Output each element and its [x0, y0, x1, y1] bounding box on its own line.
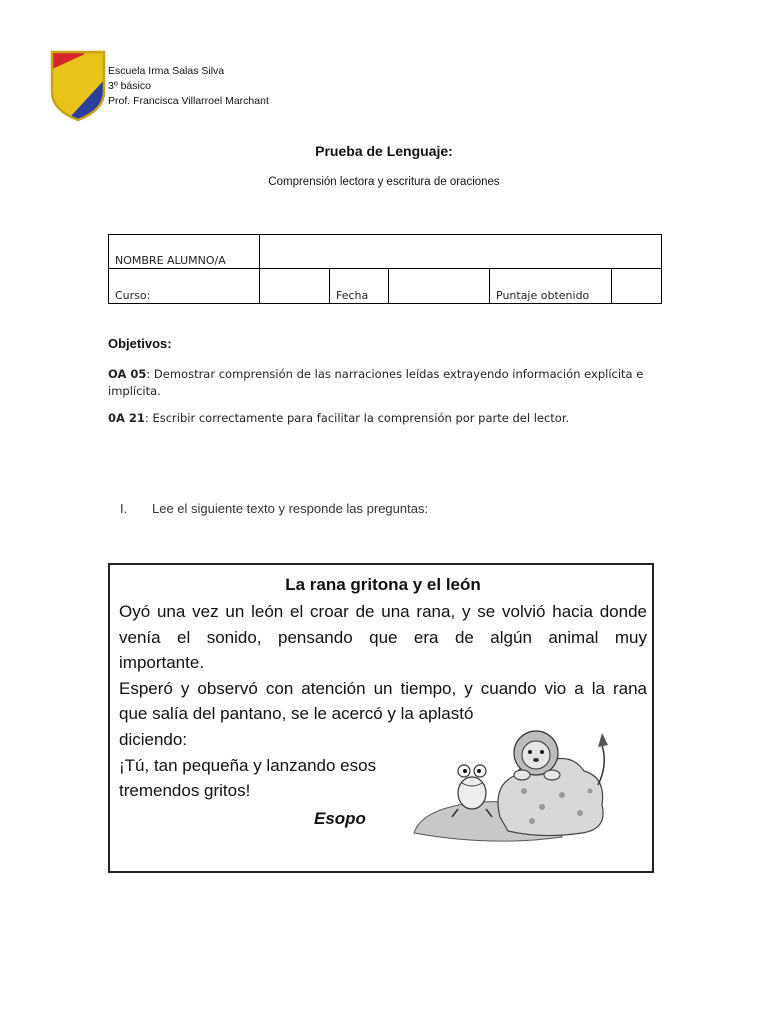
student-info-table	[108, 234, 662, 304]
page-subtitle: Comprensión lectora y escritura de oraciones	[268, 176, 500, 188]
course-field[interactable]	[260, 269, 330, 304]
reading-line: venía el sonido, pensando que era de algún animal muy	[119, 627, 647, 647]
reading-box	[108, 563, 654, 873]
reading-line: importante.	[119, 653, 205, 672]
reading-author: Esopo	[314, 809, 366, 828]
reading-title: La rana gritona y el león	[285, 575, 481, 594]
teacher-name: Prof. Francisca Villarroel Marchant	[108, 95, 269, 107]
frog-and-lion-illustration	[412, 725, 618, 845]
school-name: Escuela Irma Salas Silva	[108, 65, 225, 77]
instruction	[120, 501, 428, 516]
reading-line: Esperó y observó con atención un tiempo, y cuando vio a la rana	[119, 678, 647, 698]
page-title: Prueba de Lenguaje:	[315, 143, 453, 159]
reading-line: tremendos gritos!	[119, 781, 251, 800]
objective-item	[108, 410, 648, 427]
reading-text	[119, 599, 647, 727]
grade-label: 3º básico	[108, 80, 151, 92]
reading-line: Oyó una vez un león el croar de una rana, y se volvió hacia donde	[119, 602, 647, 621]
reading-line: diciendo:	[119, 730, 188, 749]
reading-line: que salía del pantano, se le acercó y la aplastó	[119, 704, 474, 723]
school-info	[108, 64, 269, 109]
student-name-field[interactable]	[260, 235, 662, 269]
course-label: Curso:	[109, 269, 260, 304]
score-field[interactable]	[612, 269, 662, 304]
instruction-text: Lee el siguiente texto y responde las preguntas:	[152, 501, 429, 516]
objective-text: : Escribir correctamente para facilitar la comprensión por parte del lector.	[144, 411, 570, 425]
objective-code: OA 05	[108, 367, 147, 381]
score-label: Puntaje obtenido	[490, 269, 612, 304]
reading-line: ¡Tú, tan pequeña y lanzando esos	[119, 755, 377, 775]
school-crest-logo	[50, 48, 106, 122]
objectives-heading: Objetivos:	[108, 336, 172, 351]
student-name-label: NOMBRE ALUMNO/A	[109, 235, 260, 269]
objective-item	[108, 366, 648, 400]
date-label: Fecha	[330, 269, 389, 304]
instruction-number: I.	[120, 501, 128, 516]
objective-code: 0A 21	[108, 411, 145, 425]
date-field[interactable]	[389, 269, 490, 304]
objective-text: : Demostrar comprensión de las narraciones leídas extrayendo información explícita e implícita.	[108, 367, 644, 398]
